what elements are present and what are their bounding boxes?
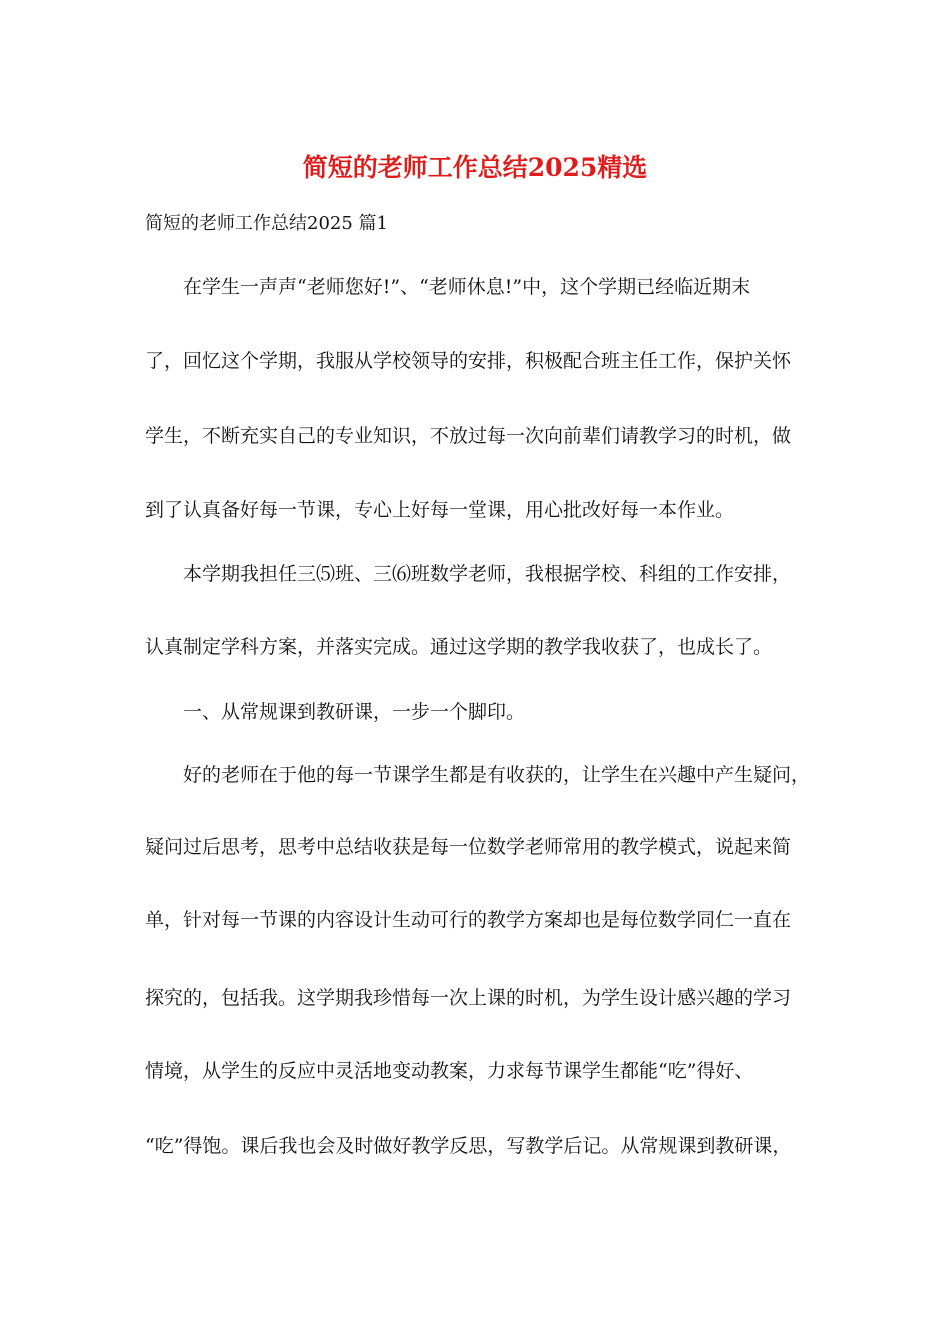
paragraph-line: 单，针对每一节课的内容设计生动可行的教学方案却也是每位数学同仁一直在 bbox=[145, 909, 792, 931]
document-title: 简短的老师工作总结2025精选 bbox=[302, 153, 648, 182]
section-heading: 一、从常规课到教研课，一步一个脚印。 bbox=[183, 701, 526, 723]
paragraph-line: 探究的，包括我。这学期我珍惜每一次上课的时机，为学生设计感兴趣的学习 bbox=[145, 987, 792, 1009]
paragraph-line: 到了认真备好每一节课，专心上好每一堂课，用心批改好每一本作业。 bbox=[145, 499, 735, 521]
paragraph-line: 好的老师在于他的每一节课学生都是有收获的，让学生在兴趣中产生疑问， bbox=[183, 764, 811, 786]
paragraph-line: 认真制定学科方案，并落实完成。通过这学期的教学我收获了，也成长了。 bbox=[145, 636, 773, 658]
paragraph-line: 情境，从学生的反应中灵活地变动教案，力求每节课学生都能“吃”得好、 bbox=[145, 1060, 754, 1082]
paragraph-line: “吃”得饱。课后我也会及时做好教学反思，写教学后记。从常规课到教研课， bbox=[145, 1135, 792, 1157]
document-subtitle: 简短的老师工作总结2025 篇1 bbox=[145, 213, 388, 234]
paragraph-line: 了，回忆这个学期，我服从学校领导的安排，积极配合班主任工作，保护关怀 bbox=[145, 350, 792, 372]
paragraph-line: 学生，不断充实自己的专业知识，不放过每一次向前辈们请教学习的时机，做 bbox=[145, 425, 792, 447]
paragraph-line: 疑问过后思考，思考中总结收获是每一位数学老师常用的教学模式，说起来简 bbox=[145, 836, 792, 858]
paragraph-line: 本学期我担任三⑸班、三⑹班数学老师，我根据学校、科组的工作安排， bbox=[183, 563, 792, 585]
paragraph-line: 在学生一声声“老师您好!”、“老师休息!”中，这个学期已经临近期末 bbox=[183, 276, 751, 298]
